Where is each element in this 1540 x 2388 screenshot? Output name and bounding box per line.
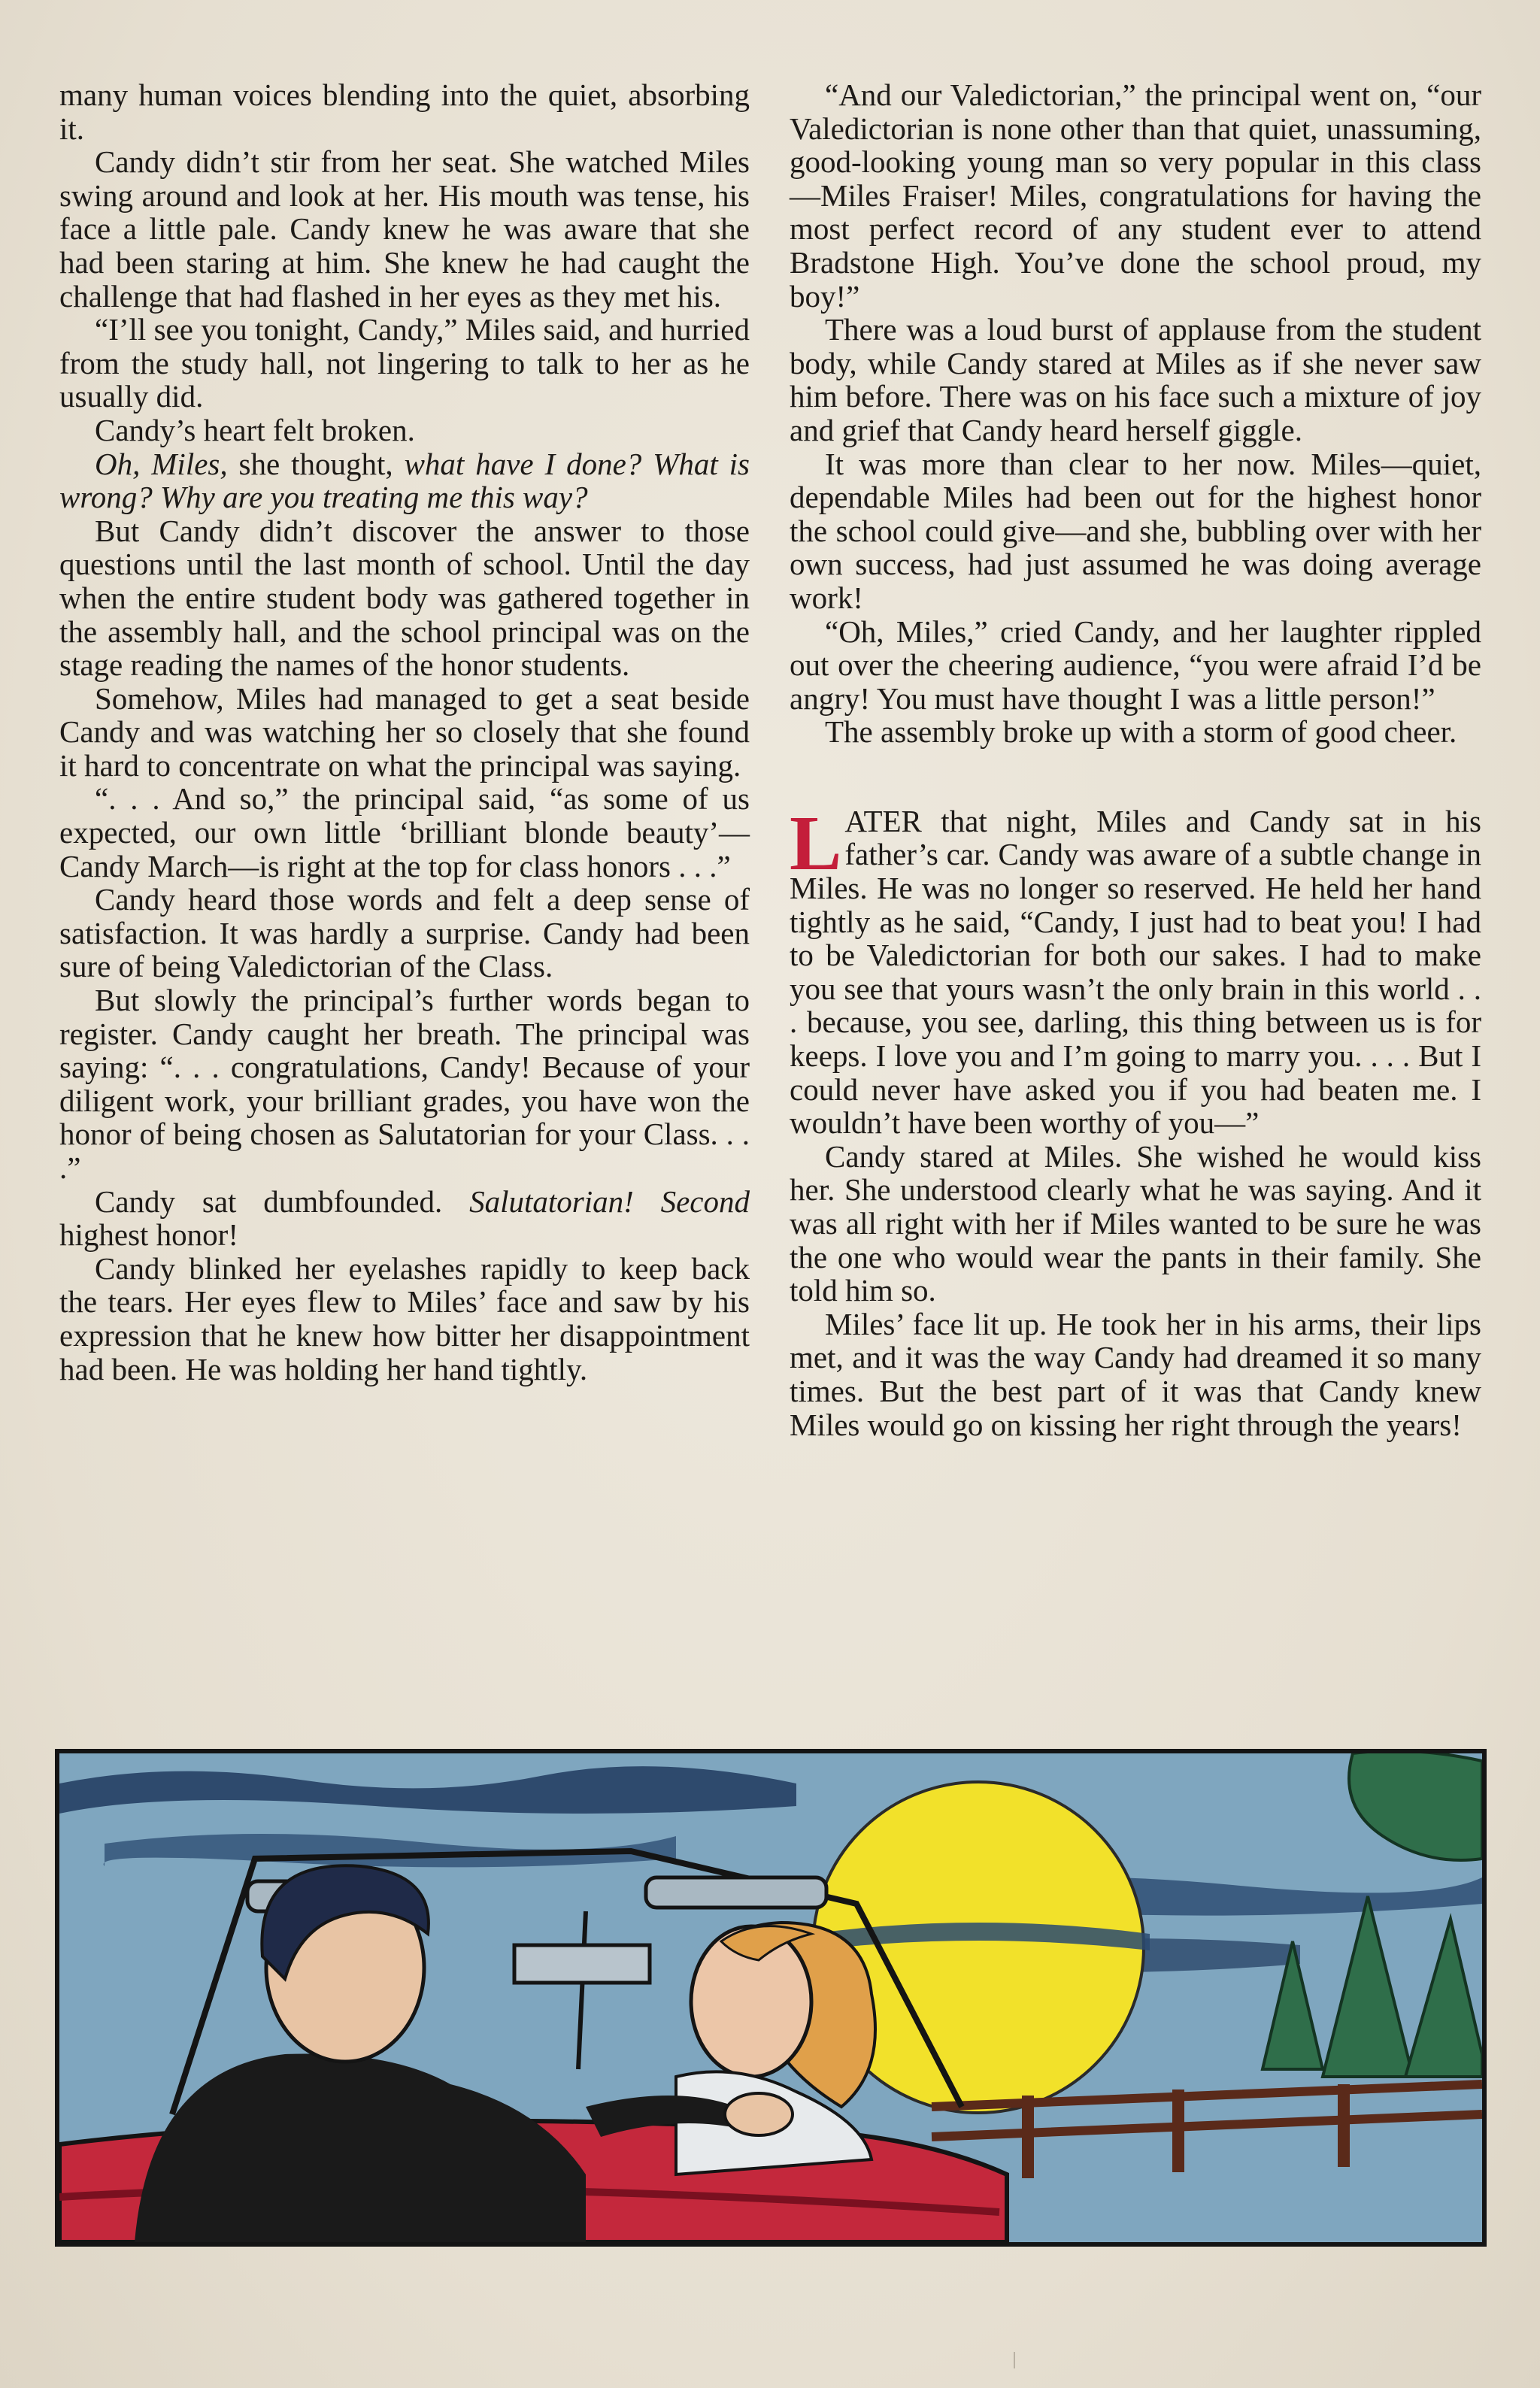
paragraph: Candy didn’t stir from her seat. She watched Miles swing around and look at her. His mouth was tense, his face a little pale. Candy knew he was aware that she had been staring at him. She knew he had caught the challenge that had flashed in her eyes as they met his.	[59, 144, 750, 314]
paragraph: Somehow, Miles had managed to get a seat beside Candy and was watching her so closely that she found it hard to concentrate on what the principal was saying.	[59, 680, 750, 783]
page-edge-mark	[1014, 2352, 1015, 2368]
italic-thought: Oh, Miles,	[95, 446, 228, 481]
paragraph: Candy’s heart felt broken.	[95, 412, 415, 447]
narration-text: ATER that night, Miles and Candy sat in his father’s car. Candy was aware of a subtle change in Miles. He was no longer so reserved. He held her hand tightly as he said, “Candy, I just had to beat you! I had to be Valedictorian for both our sakes. I had to make you see that yours wasn’t the only brain in this world . . . because, you see, darling, this thing between us is for keeps. I love you and I’m going to marry you. . . . But I could never have asked you if you had beaten me. I wouldn’t have been worthy of you—”	[790, 803, 1481, 1141]
rearview-mirror	[514, 1945, 650, 1983]
paragraph: many human voices blending into the quiet, absorbing it.	[59, 77, 750, 146]
drop-cap-letter: L	[790, 799, 842, 886]
narration-text: Candy sat dumbfounded.	[95, 1183, 470, 1219]
paragraph: It was more than clear to her now. Miles—quiet, dependable Miles had been out for the highest honor the school could give—and she, bubbling over with her own success, had just assumed he was doing average work!	[790, 446, 1481, 615]
paragraph: “And our Valedictorian,” the principal went on, “our Valedictorian is none other than that quiet, unassuming, good-looking young man so very popular in this class—Miles Fraiser! Miles, congratulations for having the most perfect record of any student ever to attend Bradstone High. You’ve done the school proud, my boy!”	[790, 77, 1481, 314]
right-text-column	[790, 78, 1481, 1441]
fence-post	[1172, 2090, 1184, 2172]
paragraph: Miles’ face lit up. He took her in his arms, their lips met, and it was the way Candy had dreamed it so many times. But the best part of it was that Candy knew Miles would go on kissing her right through the years!	[790, 1306, 1481, 1442]
man-hand	[725, 2093, 793, 2135]
paragraph: Candy blinked her eyelashes rapidly to keep back the tears. Her eyes flew to Miles’ face and saw by his expression that he knew how bitter her disappointment had been. He was holding her hand tightly.	[59, 1250, 750, 1386]
paragraph: There was a loud burst of applause from the student body, while Candy stared at Miles as if she never saw him before. There was on his face such a mixture of joy and grief that Candy heard herself giggle.	[790, 312, 1481, 447]
narration-text: highest honor!	[59, 1217, 238, 1253]
paragraph: “Oh, Miles,” cried Candy, and her laughter rippled out over the cheering audience, “you were afraid I’d be angry! You must have thought I was a little person!”	[790, 614, 1481, 716]
paragraph: “. . . And so,” the principal said, “as some of us expected, our own little ‘brilliant blonde beauty’—Candy March—is right at the top for class honors . . .”	[59, 781, 750, 883]
paragraph: But Candy didn’t discover the answer to those questions until the last month of school. Until the day when the entire student body was gathered together in the assembly hall, and the school principal was on the stage reading the names of the honor students.	[59, 513, 750, 683]
paragraph: But slowly the principal’s further words began to register. Candy caught her breath. The principal was saying: “. . . congratulations, Candy! Because of your diligent work, your brilliant grades, you have won the honor of being chosen as Salutatorian for your Class. . . .”	[59, 983, 750, 1185]
paragraph: “I’ll see you tonight, Candy,” Miles said, and hurried from the study hall, not lingering to talk to her as he usually did.	[59, 312, 750, 414]
car-moonlight-illustration	[55, 1749, 1487, 2247]
italic-emphasis: Salutatorian! Second	[469, 1183, 750, 1219]
sun-visor	[646, 1877, 826, 1908]
paragraph-dropcap	[790, 799, 1481, 1141]
fence-post	[1022, 2096, 1034, 2178]
paragraph	[59, 447, 750, 514]
paragraph: Candy heard those words and felt a deep sense of satisfaction. It was hardly a surprise. Candy had been sure of being Valedictorian of the Class.	[59, 882, 750, 984]
narration-text: she thought,	[227, 446, 405, 481]
illustration-svg	[59, 1753, 1482, 2242]
paragraph	[59, 1185, 750, 1252]
left-text-column	[59, 78, 750, 1386]
paragraph: The assembly broke up with a storm of good cheer.	[825, 714, 1457, 750]
fence-post	[1338, 2084, 1350, 2167]
italic-thought: what have I done? What is wrong? Why are you treating me this way?	[59, 446, 750, 515]
paragraph: Candy stared at Miles. She wished he would kiss her. She understood clearly what he was saying. And it was all right with her if Miles wanted to be sure he was the one who would wear the pants in their family. She told him so.	[790, 1138, 1481, 1308]
